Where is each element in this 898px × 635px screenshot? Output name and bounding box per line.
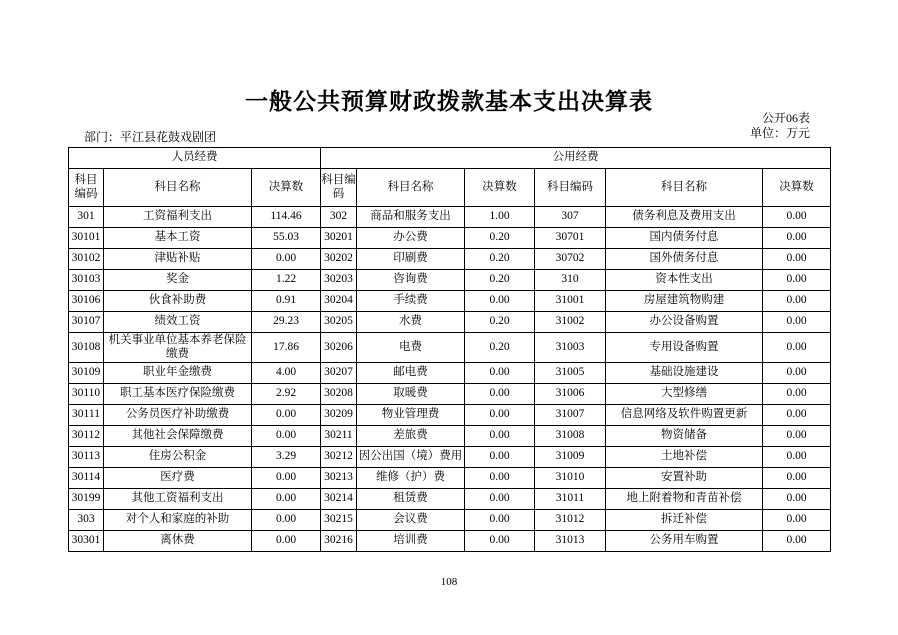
final-amount-cell: 114.46 [252,207,321,228]
subject-code-cell: 30214 [321,489,357,510]
table-row [69,228,831,249]
section-header-row [69,148,831,169]
col-header-subject-code-2: 科目编码 [321,169,357,207]
subject-name-cell: 专用设备购置 [606,333,763,363]
table-row [69,447,831,468]
final-amount-cell: 0.00 [465,291,535,312]
subject-name-cell: 奖金 [104,270,252,291]
subject-code-cell: 30204 [321,291,357,312]
subject-code-cell: 31007 [535,405,606,426]
final-amount-cell: 0.20 [465,228,535,249]
subject-code-cell: 30206 [321,333,357,363]
subject-code-cell: 30205 [321,312,357,333]
subject-name-cell: 拆迁补偿 [606,510,763,531]
department-label: 部门：平江县花鼓戏剧团 [84,130,217,144]
subject-code-cell: 30208 [321,384,357,405]
subject-code-cell: 30215 [321,510,357,531]
subject-name-cell: 资本性支出 [606,270,763,291]
final-amount-cell: 0.00 [763,468,831,489]
subject-code-cell: 30201 [321,228,357,249]
subject-code-cell: 31003 [535,333,606,363]
subject-code-cell: 31010 [535,468,606,489]
subject-name-cell: 津贴补贴 [104,249,252,270]
final-amount-cell: 1.00 [465,207,535,228]
table-row [69,426,831,447]
final-amount-cell: 0.91 [252,291,321,312]
unit-label: 单位：万元 [749,126,810,140]
table-row [69,312,831,333]
subject-name-cell: 水费 [357,312,465,333]
subject-name-cell: 安置补助 [606,468,763,489]
final-amount-cell: 0.00 [252,510,321,531]
page-title: 一般公共预算财政拨款基本支出决算表 [245,88,653,114]
subject-name-cell: 离休费 [104,531,252,552]
subject-name-cell: 国内债务付息 [606,228,763,249]
final-amount-cell: 0.00 [465,489,535,510]
subject-code-cell: 31001 [535,291,606,312]
subject-code-cell: 30114 [69,468,104,489]
subject-name-cell: 伙食补助费 [104,291,252,312]
final-amount-cell: 0.00 [465,531,535,552]
subject-name-cell: 国外债务付息 [606,249,763,270]
final-amount-cell: 0.00 [763,333,831,363]
table-row [69,531,831,552]
table-row [69,291,831,312]
section-personnel-expenses: 人员经费 [69,148,321,169]
subject-name-cell: 房屋建筑物购建 [606,291,763,312]
table-row [69,363,831,384]
col-header-subject-name-1: 科目名称 [104,169,252,207]
table-row [69,270,831,291]
subject-name-cell: 取暖费 [357,384,465,405]
subject-name-cell: 其他社会保障缴费 [104,426,252,447]
subject-code-cell: 30202 [321,249,357,270]
subject-code-cell: 31005 [535,363,606,384]
subject-code-cell: 31009 [535,447,606,468]
subject-name-cell: 差旅费 [357,426,465,447]
subject-name-cell: 机关事业单位基本养老保险缴费 [104,333,252,363]
subject-name-cell: 办公费 [357,228,465,249]
final-amount-cell: 0.00 [763,207,831,228]
subject-name-cell: 职工基本医疗保险缴费 [104,384,252,405]
subject-code-cell: 30112 [69,426,104,447]
final-amount-cell: 0.00 [252,405,321,426]
subject-code-cell: 310 [535,270,606,291]
final-amount-cell: 0.20 [465,270,535,291]
subject-code-cell: 30207 [321,363,357,384]
subject-name-cell: 对个人和家庭的补助 [104,510,252,531]
col-header-subject-name-3: 科目名称 [606,169,763,207]
subject-code-cell: 30301 [69,531,104,552]
subject-code-cell: 31013 [535,531,606,552]
final-amount-cell: 0.00 [465,447,535,468]
table-row [69,207,831,228]
subject-code-cell: 30216 [321,531,357,552]
subject-name-cell: 绩效工资 [104,312,252,333]
subject-name-cell: 其他工资福利支出 [104,489,252,510]
page-number: 108 [440,576,458,588]
column-header-row [69,169,831,207]
final-amount-cell: 3.29 [252,447,321,468]
final-amount-cell: 0.00 [763,489,831,510]
subject-name-cell: 公务用车购置 [606,531,763,552]
subject-name-cell: 会议费 [357,510,465,531]
subject-name-cell: 咨询费 [357,270,465,291]
final-amount-cell: 0.00 [763,312,831,333]
subject-code-cell: 30203 [321,270,357,291]
col-header-subject-code-3: 科目编码 [535,169,606,207]
subject-code-cell: 31011 [535,489,606,510]
subject-code-cell: 30211 [321,426,357,447]
table-row [69,405,831,426]
col-header-subject-code-1: 科目编码 [69,169,104,207]
final-amount-cell: 0.00 [763,363,831,384]
subject-name-cell: 维修（护）费 [357,468,465,489]
final-amount-cell: 0.00 [763,384,831,405]
subject-name-cell: 办公设备购置 [606,312,763,333]
subject-name-cell: 地上附着物和青苗补偿 [606,489,763,510]
subject-code-cell: 30107 [69,312,104,333]
col-header-subject-name-2: 科目名称 [357,169,465,207]
final-amount-cell: 17.86 [252,333,321,363]
subject-name-cell: 培训费 [357,531,465,552]
table-row [69,333,831,363]
table-row [69,510,831,531]
subject-code-cell: 31012 [535,510,606,531]
final-amount-cell: 0.00 [763,510,831,531]
subject-name-cell: 基本工资 [104,228,252,249]
subject-code-cell: 30103 [69,270,104,291]
final-amount-cell: 0.00 [763,447,831,468]
subject-name-cell: 住房公积金 [104,447,252,468]
subject-code-cell: 30110 [69,384,104,405]
subject-code-cell: 31002 [535,312,606,333]
subject-code-cell: 30111 [69,405,104,426]
final-amount-cell: 0.00 [763,249,831,270]
final-amount-cell: 0.00 [465,468,535,489]
final-amount-cell: 0.00 [763,531,831,552]
subject-code-cell: 30102 [69,249,104,270]
col-header-final-amount-3: 决算数 [763,169,831,207]
subject-name-cell: 职业年金缴费 [104,363,252,384]
subject-code-cell: 30212 [321,447,357,468]
table-body [69,207,831,552]
form-meta [750,111,810,141]
final-amount-cell: 1.22 [252,270,321,291]
subject-code-cell: 30101 [69,228,104,249]
final-amount-cell: 29.23 [252,312,321,333]
final-amount-cell: 0.20 [465,333,535,363]
subject-code-cell: 30106 [69,291,104,312]
subject-name-cell: 债务利息及费用支出 [606,207,763,228]
subject-code-cell: 30209 [321,405,357,426]
subject-code-cell: 30701 [535,228,606,249]
final-amount-cell: 0.00 [763,270,831,291]
subject-name-cell: 租赁费 [357,489,465,510]
subject-code-cell: 301 [69,207,104,228]
subject-code-cell: 302 [321,207,357,228]
subject-code-cell: 30702 [535,249,606,270]
subject-name-cell: 基础设施建设 [606,363,763,384]
subject-name-cell: 物业管理费 [357,405,465,426]
final-amount-cell: 0.00 [465,405,535,426]
final-amount-cell: 0.00 [465,363,535,384]
final-amount-cell: 55.03 [252,228,321,249]
final-amount-cell: 0.20 [465,312,535,333]
subject-code-cell: 30109 [69,363,104,384]
final-amount-cell: 4.00 [252,363,321,384]
final-amount-cell: 0.00 [465,426,535,447]
subject-name-cell: 电费 [357,333,465,363]
subject-name-cell: 大型修缮 [606,384,763,405]
subject-code-cell: 30113 [69,447,104,468]
final-amount-cell: 0.00 [252,426,321,447]
table-row [69,489,831,510]
final-amount-cell: 0.00 [465,384,535,405]
col-header-final-amount-2: 决算数 [465,169,535,207]
subject-code-cell: 303 [69,510,104,531]
final-amount-cell: 2.92 [252,384,321,405]
final-amount-cell: 0.00 [763,426,831,447]
subject-name-cell: 医疗费 [104,468,252,489]
subject-code-cell: 31008 [535,426,606,447]
section-public-expenses: 公用经费 [321,148,831,169]
subject-code-cell: 307 [535,207,606,228]
subject-name-cell: 土地补偿 [606,447,763,468]
subject-name-cell: 手续费 [357,291,465,312]
table-row [69,249,831,270]
final-amount-cell: 0.00 [252,531,321,552]
final-amount-cell: 0.00 [252,489,321,510]
form-number-label: 公开06表 [761,111,810,125]
subject-name-cell: 物资储备 [606,426,763,447]
subject-name-cell: 信息网络及软件购置更新 [606,405,763,426]
subject-code-cell: 30199 [69,489,104,510]
final-amount-cell: 0.00 [252,468,321,489]
subject-name-cell: 商品和服务支出 [357,207,465,228]
final-amount-cell: 0.00 [465,510,535,531]
col-header-final-amount-1: 决算数 [252,169,321,207]
table-row [69,384,831,405]
final-amount-cell: 0.00 [763,291,831,312]
subject-name-cell: 工资福利支出 [104,207,252,228]
subject-code-cell: 30213 [321,468,357,489]
final-amount-cell: 0.20 [465,249,535,270]
subject-code-cell: 31006 [535,384,606,405]
subject-name-cell: 印刷费 [357,249,465,270]
subject-code-cell: 30108 [69,333,104,363]
subject-name-cell: 公务员医疗补助缴费 [104,405,252,426]
table-row [69,468,831,489]
budget-table [68,147,831,552]
final-amount-cell: 0.00 [763,405,831,426]
subject-name-cell: 邮电费 [357,363,465,384]
subject-name-cell: 因公出国（境）费用 [357,447,465,468]
final-amount-cell: 0.00 [763,228,831,249]
final-amount-cell: 0.00 [252,249,321,270]
